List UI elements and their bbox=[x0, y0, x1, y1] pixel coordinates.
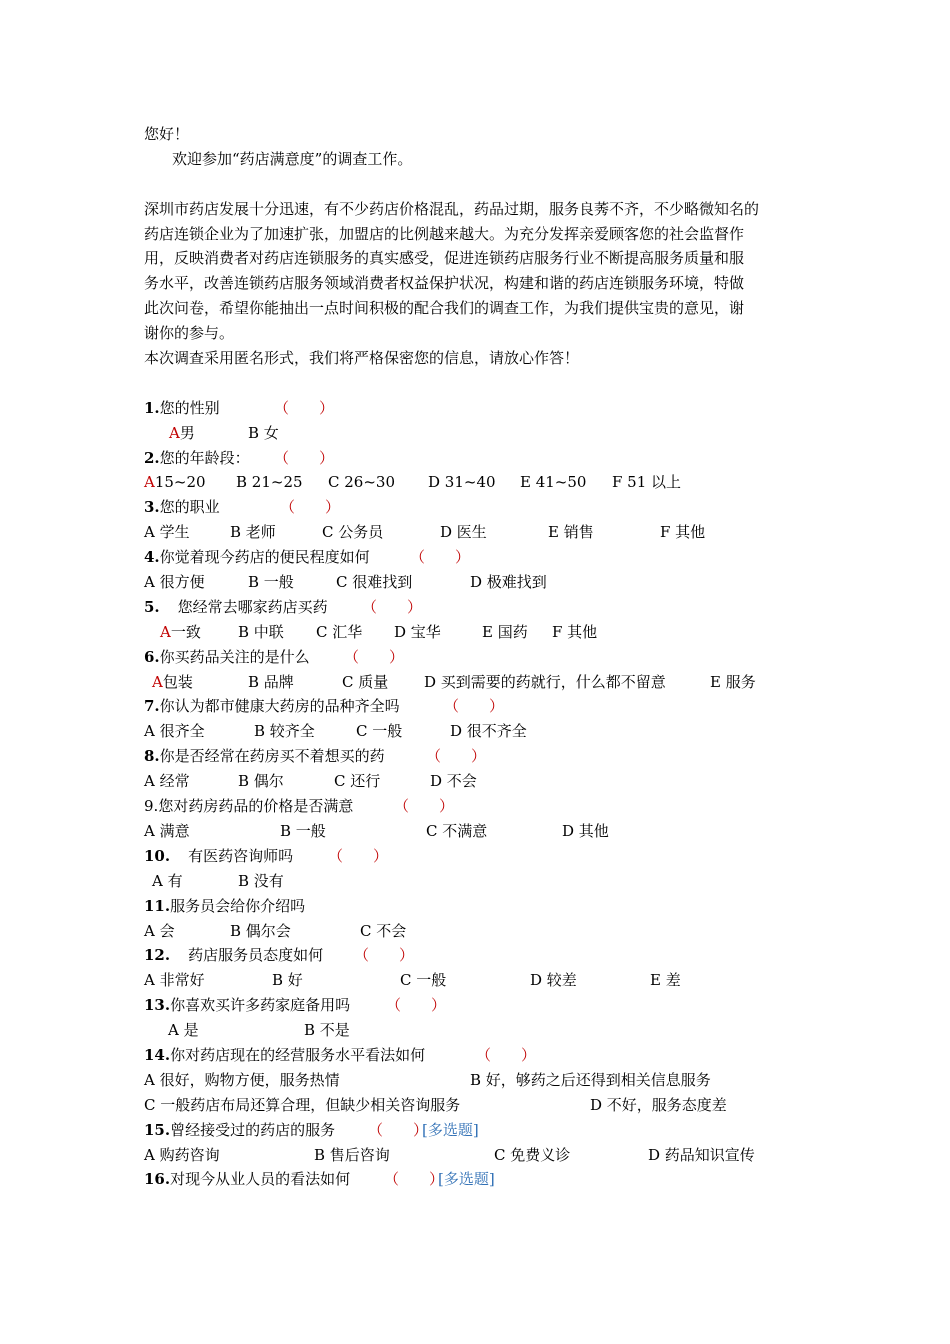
option-b[interactable]: B 没有 bbox=[238, 871, 284, 890]
option-c[interactable]: C 一般 bbox=[356, 722, 403, 741]
question-11 bbox=[144, 894, 814, 919]
option-c[interactable]: C 公务员 bbox=[322, 523, 384, 542]
question-7 bbox=[144, 694, 814, 719]
question-1 bbox=[144, 396, 814, 421]
question-text: 服务员会给你介绍吗 bbox=[170, 896, 306, 915]
option-b[interactable]: B 21~25 bbox=[236, 473, 303, 492]
answer-blank[interactable]: （ ） bbox=[444, 697, 505, 716]
intro-line: 深圳市药店发展十分迅速，有不少药店价格混乱，药品过期，服务良莠不齐，不少略微知名的 bbox=[144, 199, 760, 218]
answer-blank[interactable]: （ ） bbox=[354, 946, 415, 965]
question-9 bbox=[144, 794, 814, 819]
option-f[interactable]: F 51 以上 bbox=[612, 473, 682, 492]
question-number: 10. bbox=[144, 846, 171, 865]
question-5-options bbox=[144, 620, 814, 645]
option-b[interactable]: B 售后咨询 bbox=[314, 1145, 390, 1164]
option-a[interactable]: A 满意 bbox=[144, 821, 190, 840]
question-number: 11. bbox=[144, 896, 171, 915]
question-1-options bbox=[144, 421, 814, 446]
answer-blank[interactable]: （ ） bbox=[384, 1170, 445, 1189]
question-8 bbox=[144, 744, 814, 769]
question-2 bbox=[144, 446, 814, 471]
question-text: 药店服务员态度如何 bbox=[188, 946, 324, 965]
question-number: 12. bbox=[144, 946, 171, 965]
option-a[interactable]: A 很好，购物方便，服务热情 bbox=[144, 1070, 340, 1089]
question-number: 16. bbox=[144, 1170, 171, 1189]
question-7-options bbox=[144, 719, 814, 744]
question-9-options bbox=[144, 819, 814, 844]
question-number: 2. bbox=[144, 448, 160, 467]
option-a[interactable]: A15~20 bbox=[144, 473, 206, 492]
option-d[interactable]: D 其他 bbox=[562, 821, 609, 840]
option-f[interactable]: F 其他 bbox=[552, 622, 598, 641]
question-number: 8. bbox=[144, 747, 160, 766]
option-b[interactable]: B 老师 bbox=[230, 523, 276, 542]
question-text: 您经常去哪家药店买药 bbox=[177, 597, 328, 616]
option-e[interactable]: E 国药 bbox=[482, 622, 528, 641]
option-c[interactable]: C 26~30 bbox=[328, 473, 395, 492]
option-c[interactable]: C 还行 bbox=[334, 772, 381, 791]
intro-line: 用，反映消费者对药店连锁服务的真实感受，促进连锁药店服务行业不断提高服务质量和服 bbox=[144, 249, 745, 268]
question-number: 3. bbox=[144, 498, 160, 517]
option-b[interactable]: B 较齐全 bbox=[254, 722, 315, 741]
option-c[interactable]: C 不满意 bbox=[426, 821, 488, 840]
question-text: 您对药房药品的价格是否满意 bbox=[158, 797, 354, 816]
question-text: 对现今从业人员的看法如何 bbox=[170, 1170, 351, 1189]
question-13-options bbox=[144, 1018, 814, 1043]
intro-paragraph bbox=[144, 197, 814, 346]
intro-line: 谢你的参与。 bbox=[144, 324, 235, 343]
answer-blank[interactable]: （ ） bbox=[476, 1045, 537, 1064]
option-a[interactable]: A 有 bbox=[152, 871, 183, 890]
welcome-text: 欢迎参加“药店满意度”的调查工作。 bbox=[172, 149, 413, 168]
question-8-options bbox=[144, 769, 814, 794]
answer-blank[interactable]: （ ） bbox=[274, 398, 335, 417]
option-a[interactable]: A包装 bbox=[152, 672, 193, 691]
option-d[interactable]: D 很不齐全 bbox=[450, 722, 527, 741]
option-d[interactable]: D 不好，服务态度差 bbox=[590, 1095, 727, 1114]
question-number: 1. bbox=[144, 398, 160, 417]
answer-blank[interactable]: （ ） bbox=[280, 498, 341, 517]
option-c[interactable]: C 汇华 bbox=[316, 622, 363, 641]
question-14-options-row1 bbox=[144, 1068, 814, 1093]
question-5 bbox=[144, 595, 814, 620]
multi-select-tag: [多选题] bbox=[438, 1170, 495, 1189]
question-10-options bbox=[144, 869, 814, 894]
question-text: 您的年龄段： bbox=[159, 448, 250, 467]
question-number: 4. bbox=[144, 548, 160, 567]
question-text: 曾经接受过的药店的服务 bbox=[170, 1120, 336, 1139]
question-number: 15. bbox=[144, 1120, 171, 1139]
question-10 bbox=[144, 844, 814, 869]
question-number: 9. bbox=[144, 797, 159, 816]
question-6 bbox=[144, 645, 814, 670]
questionnaire-page bbox=[144, 122, 814, 1192]
question-12-options bbox=[144, 968, 814, 993]
option-c[interactable]: C 不会 bbox=[360, 921, 407, 940]
option-a[interactable]: A 是 bbox=[168, 1021, 199, 1040]
question-14-options-row2 bbox=[144, 1093, 814, 1118]
option-a[interactable]: A一致 bbox=[160, 622, 201, 641]
anonymity-notice: 本次调查采用匿名形式，我们将严格保密您的信息，请放心作答！ bbox=[144, 349, 580, 368]
option-e[interactable]: E 41~50 bbox=[520, 473, 587, 492]
question-number: 6. bbox=[144, 647, 160, 666]
option-c[interactable]: C 一般药店布局还算合理，但缺少相关咨询服务 bbox=[144, 1095, 461, 1114]
option-a[interactable]: A男 bbox=[169, 423, 195, 442]
option-d[interactable]: D 药品知识宣传 bbox=[648, 1145, 755, 1164]
question-text: 你对药店现在的经营服务水平看法如何 bbox=[170, 1045, 426, 1064]
answer-blank[interactable]: （ ） bbox=[426, 747, 487, 766]
question-6-options bbox=[144, 670, 814, 695]
question-15 bbox=[144, 1118, 814, 1143]
answer-blank[interactable]: （ ） bbox=[394, 797, 455, 816]
option-e[interactable]: E 销售 bbox=[548, 523, 594, 542]
question-text: 你喜欢买许多药家庭备用吗 bbox=[170, 996, 351, 1015]
option-b[interactable]: B 一般 bbox=[280, 821, 326, 840]
question-12 bbox=[144, 943, 814, 968]
intro-line: 此次问卷，希望你能抽出一点时间积极的配合我们的调查工作，为我们提供宝贵的意见，谢 bbox=[144, 299, 745, 318]
option-a[interactable]: A 购药咨询 bbox=[144, 1145, 220, 1164]
answer-blank[interactable]: （ ） bbox=[362, 597, 423, 616]
option-d[interactable]: D 31~40 bbox=[428, 473, 496, 492]
question-4 bbox=[144, 545, 814, 570]
answer-blank[interactable]: （ ） bbox=[328, 846, 389, 865]
option-b[interactable]: B 偶尔 bbox=[238, 772, 284, 791]
option-d[interactable]: D 不会 bbox=[430, 772, 477, 791]
option-b[interactable]: B 不是 bbox=[304, 1021, 350, 1040]
option-b[interactable]: B 品牌 bbox=[248, 672, 294, 691]
option-a[interactable]: A 会 bbox=[144, 921, 175, 940]
question-number: 7. bbox=[144, 697, 160, 716]
question-3 bbox=[144, 495, 814, 520]
option-c[interactable]: C 一般 bbox=[400, 971, 447, 990]
question-number: 5. bbox=[144, 597, 160, 616]
option-a[interactable]: A 学生 bbox=[144, 523, 190, 542]
option-d[interactable]: D 较差 bbox=[530, 971, 577, 990]
option-e[interactable]: E 服务 bbox=[710, 672, 756, 691]
option-c[interactable]: C 很难找到 bbox=[336, 573, 413, 592]
option-a[interactable]: A 经常 bbox=[144, 772, 190, 791]
option-a[interactable]: A 非常好 bbox=[144, 971, 205, 990]
option-b[interactable]: B 中联 bbox=[238, 622, 284, 641]
question-number: 13. bbox=[144, 996, 171, 1015]
option-b[interactable]: B 偶尔会 bbox=[230, 921, 291, 940]
question-14 bbox=[144, 1043, 814, 1068]
option-a[interactable]: A 很齐全 bbox=[144, 722, 205, 741]
answer-blank[interactable]: （ ） bbox=[274, 448, 335, 467]
question-text: 你觉着现今药店的便民程度如何 bbox=[159, 548, 370, 567]
option-b[interactable]: B 好 bbox=[272, 971, 303, 990]
question-16 bbox=[144, 1167, 814, 1192]
option-b[interactable]: B 一般 bbox=[248, 573, 294, 592]
multi-select-tag: [多选题] bbox=[422, 1120, 479, 1139]
option-d[interactable]: D 买到需要的药就行，什么都不留意 bbox=[424, 672, 666, 691]
question-number: 14. bbox=[144, 1045, 171, 1064]
question-13 bbox=[144, 993, 814, 1018]
question-11-options bbox=[144, 919, 814, 944]
option-d[interactable]: D 极难找到 bbox=[470, 573, 547, 592]
option-b[interactable]: B 好，够药之后还得到相关信息服务 bbox=[470, 1070, 711, 1089]
answer-blank[interactable]: （ ） bbox=[344, 647, 405, 666]
question-3-options bbox=[144, 520, 814, 545]
intro-line: 务水平，改善连锁药店服务领域消费者权益保护状况，构建和谐的药店连锁服务环境，特做 bbox=[144, 274, 745, 293]
option-d[interactable]: D 医生 bbox=[440, 523, 487, 542]
option-a[interactable]: A 很方便 bbox=[144, 573, 205, 592]
answer-blank[interactable]: （ ） bbox=[368, 1120, 429, 1139]
option-c[interactable]: C 免费义诊 bbox=[494, 1145, 571, 1164]
question-text: 你认为都市健康大药房的品种齐全吗 bbox=[159, 697, 400, 716]
option-f[interactable]: F 其他 bbox=[660, 523, 706, 542]
option-e[interactable]: E 差 bbox=[650, 971, 681, 990]
answer-blank[interactable]: （ ） bbox=[410, 548, 471, 567]
option-c[interactable]: C 质量 bbox=[342, 672, 389, 691]
greeting: 您好！ bbox=[144, 125, 190, 143]
answer-blank[interactable]: （ ） bbox=[386, 996, 447, 1015]
question-text: 有医药咨询师吗 bbox=[188, 846, 294, 865]
question-15-options bbox=[144, 1143, 814, 1168]
option-d[interactable]: D 宝华 bbox=[394, 622, 441, 641]
question-text: 你买药品关注的是什么 bbox=[159, 647, 310, 666]
question-text: 您的性别 bbox=[159, 398, 220, 417]
intro-line: 药店连锁企业为了加速扩张，加盟店的比例越来越大。为充分发挥亲爱顾客您的社会监督作 bbox=[144, 224, 745, 243]
question-text: 您的职业 bbox=[159, 498, 220, 517]
question-4-options bbox=[144, 570, 814, 595]
question-2-options bbox=[144, 470, 814, 495]
option-b[interactable]: B 女 bbox=[248, 423, 279, 442]
question-text: 你是否经常在药房买不着想买的药 bbox=[159, 747, 385, 766]
